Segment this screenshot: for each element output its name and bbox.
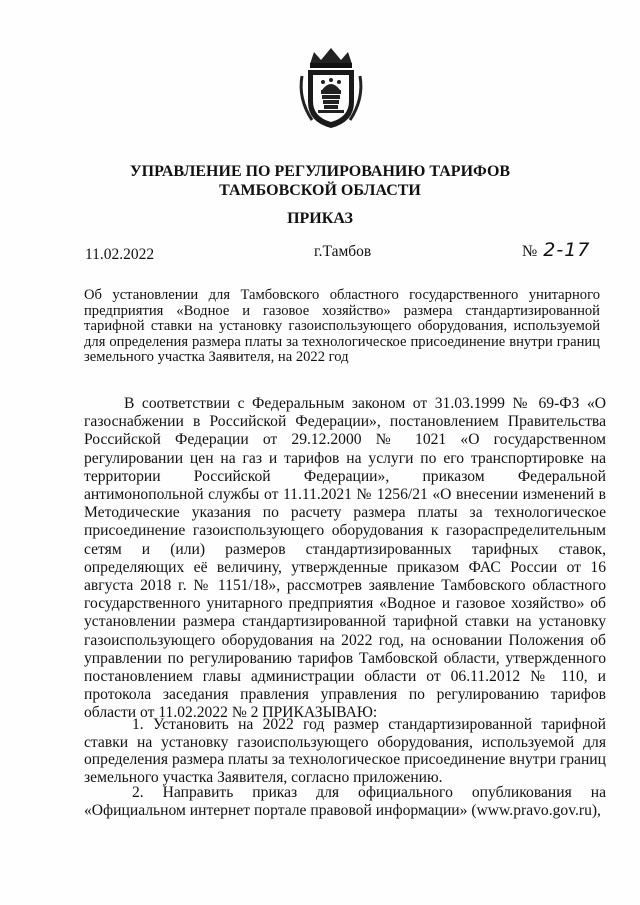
- agency-title-line1: УПРАВЛЕНИЕ ПО РЕГУЛИРОВАНИЮ ТАРИФОВ: [129, 163, 511, 180]
- document-subject: Об установлении для Тамбовского областного государственного унитарного предприятия «Водное и газовое хозяйство» размера стандартизированной тарифной ставки на установку газоиспользующего оборудования, используемой для определения размера платы за технологическое присоединение внутри границ земельного участка Заявителя, на 2022 год: [84, 287, 600, 365]
- document-number: [522, 239, 590, 261]
- handwritten-number: 2-17: [543, 239, 591, 261]
- document-type: ПРИКАЗ: [287, 210, 353, 227]
- tambov-coat-of-arms-icon: [288, 44, 374, 130]
- order-item-2: 2. Направить приказ для официального опубликования на «Официальном интернет портале правовой информации» (www.pravo.gov.ru),: [84, 784, 606, 819]
- agency-title: [0, 162, 640, 200]
- preamble-paragraph: В соответствии с Федеральным законом от 31.03.1999 № 69-ФЗ «О газоснабжении в Российской Федерации», постановлением Правительства Российской Федерации от 29.12.2000 № 1021 «О государственном регулировании цен на газ и тарифов на услуги по его транспортировке на территории Российской Федерации», приказом Федеральной антимонопольной службы от 11.11.2021 № 1256/21 «О внесении изменений в Методические указания по расчету размера платы за технологическое присоединение газоиспользующего оборудования к газораспределительным сетям и (или) размеров стандартизированных тарифных ставок, определяющих её величину, утвержденные приказом ФАС России от 16 августа 2018 г. № 1151/18», рассмотрев заявление Тамбовского областного государственного унитарного предприятия «Водное и газовое хозяйство» об установлении размера стандартизированной тарифной ставки на установку газоиспользующего оборудования на 2022 год, на основании Положения об управлении по регулированию тарифов Тамбовской области, утвержденного постановлением главы администрации области от 06.11.2012 № 110, и протокола заседания правления управления по регулированию тарифов области от 11.02.2022 № 2 ПРИКАЗЫВАЮ:: [84, 395, 606, 722]
- number-prefix: №: [522, 243, 538, 260]
- document-date: 11.02.2022: [85, 246, 155, 263]
- order-item-1: 1. Установить на 2022 год размер стандартизированной тарифной ставки на установку газоиспользующего оборудования, используемой для определения размера платы за технологическое присоединение внутри границ земельного участка Заявителя, согласно приложению.: [84, 716, 606, 786]
- agency-title-line2: ТАМБОВСКОЙ ОБЛАСТИ: [219, 182, 421, 199]
- document-place: г.Тамбов: [314, 243, 372, 260]
